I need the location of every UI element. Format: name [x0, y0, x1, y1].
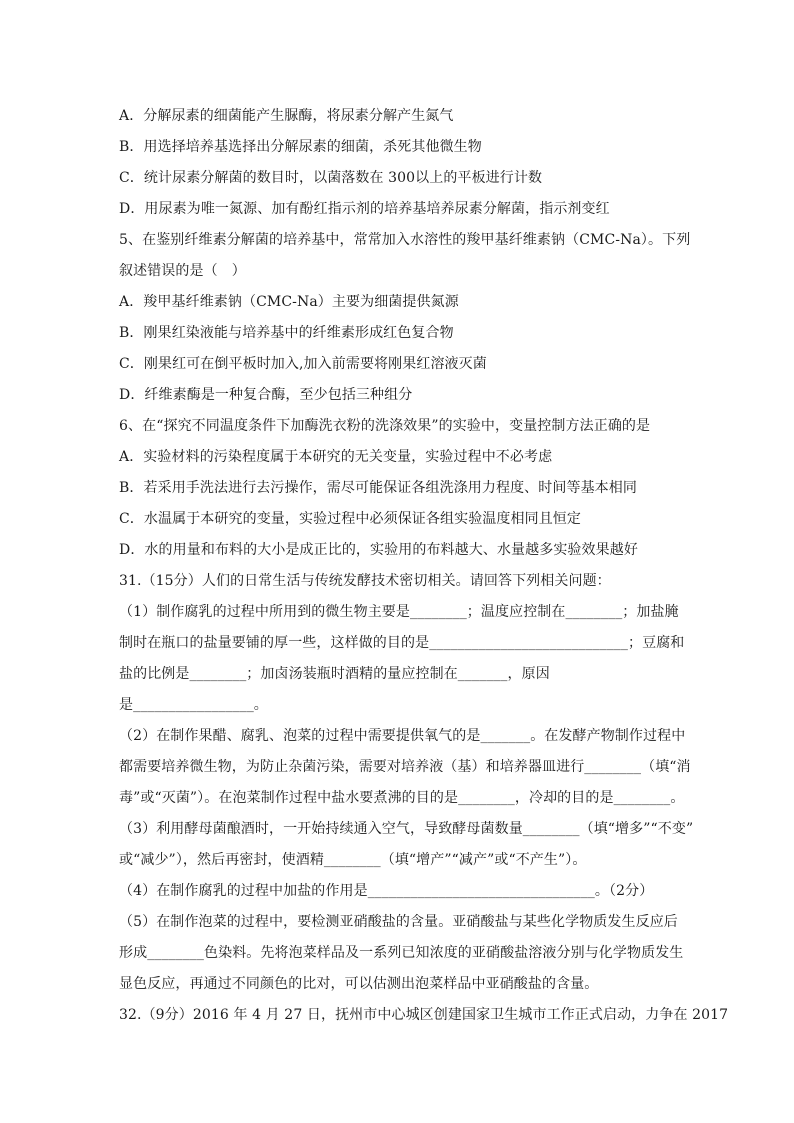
document-page: [119, 101, 729, 1031]
question-31-line: （2）在制作果醋、腐乳、泡菜的过程中需要提供氧气的是_______。在发酵产物制作过程中: [119, 728, 686, 744]
question-31-line: 制时在瓶口的盐量要铺的厚一些，这样做的目的是____________________________；豆腐和: [119, 635, 685, 651]
question-31-line: （4）在制作腐乳的过程中加盐的作用是________________________________。（2分）: [119, 883, 654, 899]
question-31-line: （1）制作腐乳的过程中所用到的微生物主要是________；温度应控制在________；加盐腌: [119, 604, 679, 620]
question-6-line: 6、在“探究不同温度条件下加酶洗衣粉的洗涤效果”的实验中，变量控制方法正确的是: [119, 418, 651, 434]
question-31-line: 都需要培养微生物，为防止杂菌污染，需要对培养液（基）和培养器皿进行________（填“消: [119, 759, 691, 775]
question-31-line: （3）利用酵母菌酿酒时，一开始持续通入空气，导致酵母菌数量________（填“增多”“不变”: [119, 821, 694, 837]
question-31-line: （5）在制作泡菜的过程中，要检测亚硝酸盐的含量。亚硝酸盐与某些化学物质发生反应后: [119, 914, 678, 930]
option-line: C．统计尿素分解菌的数目时，以菌落数在 300以上的平板进行计数: [119, 170, 543, 186]
question-31-line: 盐的比例是________；加卤汤装瓶时酒精的量应控制在_______，原因: [119, 666, 550, 682]
question-31-line: 显色反应，再通过不同颜色的比对，可以估测出泡菜样品中亚硝酸盐的含量。: [119, 976, 599, 992]
option-line: D．纤维素酶是一种复合酶，至少包括三种组分: [119, 387, 413, 403]
option-line: C．刚果红可在倒平板时加入,加入前需要将刚果红溶液灭菌: [119, 356, 487, 372]
option-line: A．实验材料的污染程度属于本研究的无关变量，实验过程中不必考虑: [119, 449, 553, 465]
option-line: A．分解尿素的细菌能产生脲酶，将尿素分解产生氮气: [119, 108, 454, 124]
question-31-line: 形成________色染料。先将泡菜样品及一系列已知浓度的亚硝酸盐溶液分别与化学物质发生: [119, 945, 684, 961]
option-line: B．用选择培养基选择出分解尿素的细菌，杀死其他微生物: [119, 139, 482, 155]
option-line: B．刚果红染液能与培养基中的纤维素形成红色复合物: [119, 325, 454, 341]
question-31-line: 毒”或“灭菌”）。在泡菜制作过程中盐水要煮沸的目的是________，冷却的目的是________。: [119, 790, 685, 806]
option-line: D．水的用量和布料的大小是成正比的，实验用的布料越大、水量越多实验效果越好: [119, 542, 638, 558]
option-line: D．用尿素为唯一氮源、加有酚红指示剂的培养基培养尿素分解菌，指示剂变红: [119, 201, 610, 217]
option-line: C．水温属于本研究的变量，实验过程中必须保证各组实验温度相同且恒定: [119, 511, 582, 527]
question-31-line: 是_________________。: [119, 697, 268, 713]
question-31-line: 31.（15分）人们的日常生活与传统发酵技术密切相关。请回答下列相关问题：: [119, 573, 611, 589]
question-5-line: 叙述错误的是（ ）: [119, 263, 246, 279]
question-31-line: 或“减少”），然后再密封，使酒精________（填“增产”“减产”或“不产生”）。: [119, 852, 587, 868]
question-5-line: 5、在鉴别纤维素分解菌的培养基中，常常加入水溶性的羧甲基纤维素钠（CMC-Na）。下列: [119, 232, 691, 248]
option-line: B．若采用手洗法进行去污操作，需尽可能保证各组洗涤用力程度、时间等基本相同: [119, 480, 637, 496]
option-line: A．羧甲基纤维素钠（CMC-Na）主要为细菌提供氮源: [119, 294, 459, 310]
question-32-line: 32.（9分）2016 年 4 月 27 日，抚州市中心城区创建国家卫生城市工作正式启动，力争在 2017: [119, 1007, 729, 1023]
